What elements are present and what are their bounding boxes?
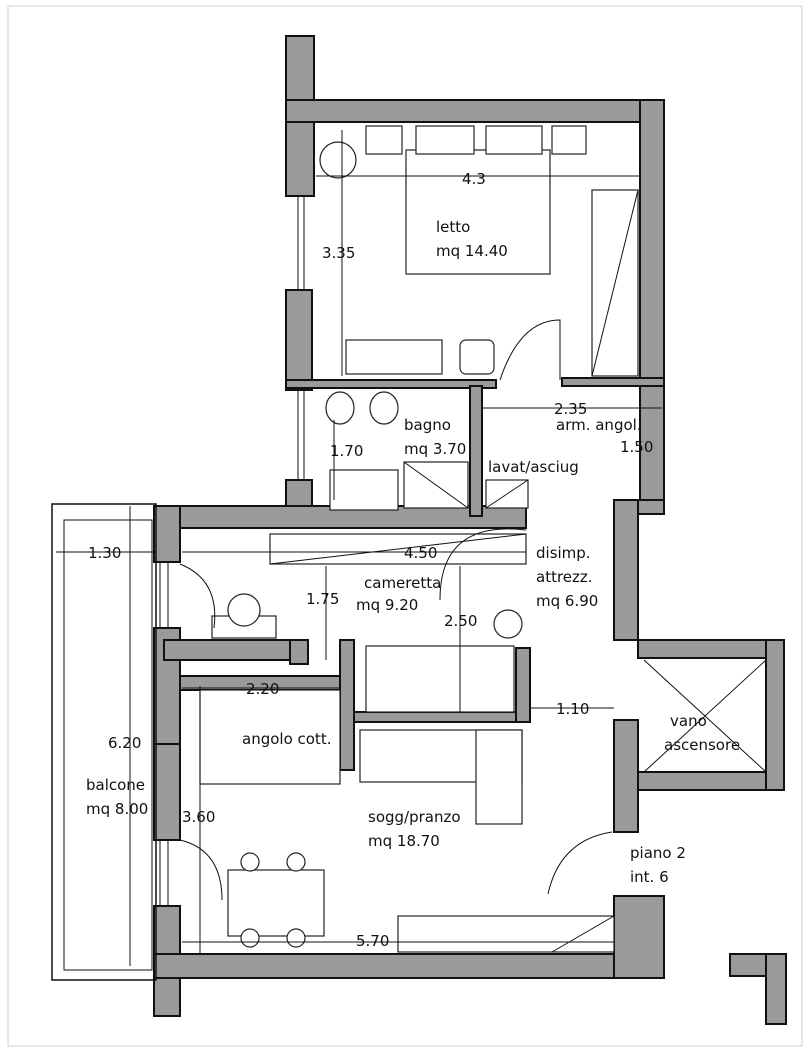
dim-cameretta-depth2: 2.50	[444, 612, 478, 630]
dim-letto-width: 4.3	[462, 170, 486, 188]
armadio-label: arm. angol.	[556, 416, 642, 434]
floor-label: piano 2	[630, 844, 686, 862]
lavat-label: lavat/asciug	[488, 458, 579, 476]
dim-arm-depth: 1.50	[620, 438, 654, 456]
cameretta-area: mq 9.20	[356, 596, 419, 614]
dim-cameretta-width: 4.50	[404, 544, 438, 562]
ascensore-sub: ascensore	[664, 736, 741, 754]
bagno-label: bagno	[404, 416, 451, 434]
dim-arm-width: 2.35	[554, 400, 588, 418]
bagno-area: mq 3.70	[404, 440, 467, 458]
dim-letto-depth: 3.35	[322, 244, 356, 262]
dim-soggiorno-width: 5.70	[356, 932, 390, 950]
soggiorno-label: sogg/pranzo	[368, 808, 461, 826]
cucina-label: angolo cott.	[242, 730, 332, 748]
dim-cameretta-depth: 1.75	[306, 590, 340, 608]
letto-label: letto	[436, 218, 471, 236]
dim-soggiorno-depth: 3.60	[182, 808, 216, 826]
ascensore-label: vano	[670, 712, 707, 730]
soggiorno-area: mq 18.70	[368, 832, 440, 850]
disimp-label: disimp.	[536, 544, 591, 562]
letto-area: mq 14.40	[436, 242, 508, 260]
disimp-area: mq 6.90	[536, 592, 599, 610]
unit-label: int. 6	[630, 868, 669, 886]
dim-bagno-depth: 1.70	[330, 442, 364, 460]
disimp-sub: attrezz.	[536, 568, 593, 586]
dim-cucina-width: 2.20	[246, 680, 280, 698]
balcone-label: balcone	[86, 776, 146, 794]
balcone-area: mq 8.00	[86, 800, 149, 818]
cameretta-label: cameretta	[364, 574, 442, 592]
dim-disimp-width: 1.10	[556, 700, 590, 718]
dim-balcone-width: 1.30	[88, 544, 122, 562]
dim-balcone-length: 6.20	[108, 734, 142, 752]
